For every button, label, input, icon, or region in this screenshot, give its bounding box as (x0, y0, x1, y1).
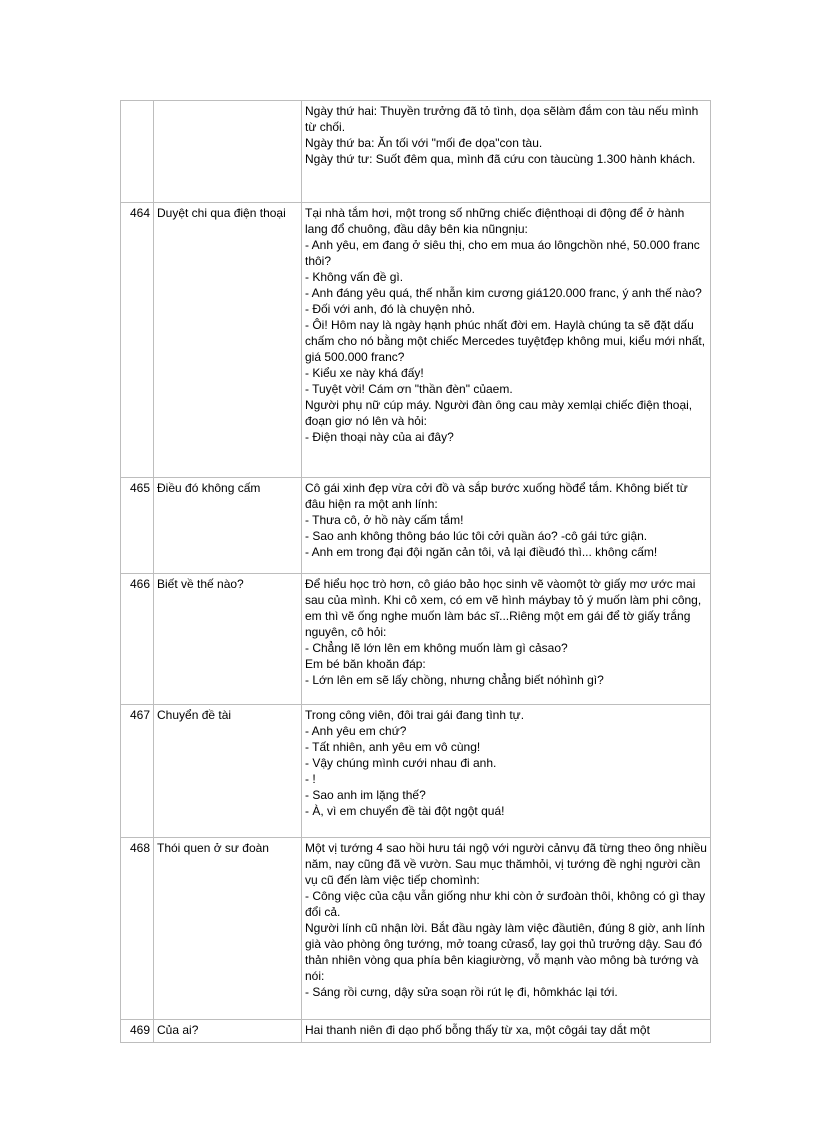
jokes-table (120, 100, 711, 1043)
joke-line: - Anh yêu, em đang ở siêu thị, cho em mua áo lôngchồn nhé, 50.000 franc thôi? (305, 238, 700, 268)
joke-title: Thói quen ở sư đoàn (154, 838, 302, 1020)
joke-line: - Sao anh không thông báo lúc tôi cởi quần áo? -cô gái tức giận. (305, 529, 648, 543)
joke-line: Cô gái xinh đẹp vừa cởi đồ và sắp bước xuống hồđể tắm. Không biết từ đâu hiện ra một anh lính: (305, 481, 688, 511)
joke-body (302, 574, 711, 705)
joke-number: 468 (121, 838, 154, 1020)
joke-title: Của ai? (154, 1020, 302, 1043)
table-row (121, 1020, 711, 1043)
joke-title: Duyệt chi qua điện thoại (154, 203, 302, 478)
joke-line: - Lớn lên em sẽ lấy chồng, nhưng chẳng biết nóhình gì? (305, 673, 604, 687)
joke-number: 466 (121, 574, 154, 705)
jokes-table-body (121, 101, 711, 1043)
table-row (121, 838, 711, 1020)
joke-line: - Tuyệt vời! Cám ơn "thần đèn" củaem. (305, 382, 513, 396)
joke-line: Ngày thứ ba: Ăn tối với "mối đe dọa"con tàu. (305, 136, 543, 150)
joke-line: Tại nhà tắm hơi, một trong số những chiếc điệnthoại di động để ở hành lang đổ chuông, đầu dây bên kia nũngnịu: (305, 206, 685, 236)
joke-line: Người phụ nữ cúp máy. Người đàn ông cau mày xemlại chiếc điện thoại, đoạn giơ nó lên và hỏi: (305, 398, 693, 428)
joke-title: Biết về thế nào? (154, 574, 302, 705)
joke-line: Hai thanh niên đi dạo phố bỗng thấy từ xa, một côgái tay dắt một (305, 1023, 650, 1037)
table-row (121, 203, 711, 478)
joke-line: - Sáng rồi cưng, dậy sửa soạn rồi rút lẹ đi, hômkhác lại tới. (305, 985, 618, 999)
joke-line: - ! (305, 772, 316, 786)
joke-body (302, 101, 711, 203)
joke-line: - Anh đáng yêu quá, thế nhẫn kim cương giá120.000 franc, ý anh thế nào? (305, 286, 702, 300)
joke-body (302, 203, 711, 478)
joke-line: Trong công viên, đôi trai gái đang tình tự. (305, 708, 525, 722)
joke-body (302, 838, 711, 1020)
joke-line: - Công việc của cậu vẫn giống như khi còn ở sưđoàn thôi, không có gì thay đổi cả. (305, 889, 706, 919)
joke-line: - Thưa cô, ở hồ này cấm tắm! (305, 513, 464, 527)
joke-line: Ngày thứ hai: Thuyền trưởng đã tỏ tình, dọa sẽlàm đắm con tàu nếu mình từ chối. (305, 104, 699, 134)
joke-line: - Chẳng lẽ lớn lên em không muốn làm gì cảsao? (305, 641, 568, 655)
joke-body (302, 478, 711, 574)
joke-line: - Vậy chúng mình cưới nhau đi anh. (305, 756, 497, 770)
joke-body (302, 705, 711, 838)
joke-body (302, 1020, 711, 1043)
joke-title: Chuyển đề tài (154, 705, 302, 838)
joke-line: - Tất nhiên, anh yêu em vô cùng! (305, 740, 481, 754)
joke-number: 465 (121, 478, 154, 574)
joke-line: - Điện thoại này của ai đây? (305, 430, 454, 444)
joke-line: - À, vì em chuyển đề tài đột ngột quá! (305, 804, 505, 818)
joke-title: Điều đó không cấm (154, 478, 302, 574)
joke-number: 464 (121, 203, 154, 478)
table-row (121, 478, 711, 574)
joke-line: - Anh em trong đại đội ngăn cản tôi, vả lại điềuđó thì... không cấm! (305, 545, 658, 559)
joke-number: 467 (121, 705, 154, 838)
joke-title (154, 101, 302, 203)
table-row (121, 574, 711, 705)
joke-line: - Không vấn đề gì. (305, 270, 404, 284)
joke-line: Người lính cũ nhận lời. Bắt đầu ngày làm việc đầutiên, đúng 8 giờ, anh lính già vào phòng ông tướng, mở toang cửasổ, lay gọi thủ trưởng dậy. Sau đó thản nhiên vòng qua phía bên kiagiường, vỗ mạnh vào mông bà tướng và nói: (305, 921, 705, 983)
joke-line: - Kiểu xe này khá đấy! (305, 366, 424, 380)
joke-line: Ngày thứ tư: Suốt đêm qua, mình đã cứu con tàucùng 1.300 hành khách. (305, 152, 696, 166)
table-row (121, 705, 711, 838)
joke-number (121, 101, 154, 203)
joke-line: Để hiểu học trò hơn, cô giáo bảo học sinh vẽ vàomột tờ giấy mơ ước mai sau của mình. Khi cô xem, có em vẽ hình máybay tỏ ý muốn làm phi công, em thì vẽ ống nghe muốn làm bác sĩ...Riêng một em gái để tờ giấy trắng nguyên, cô hỏi: (305, 577, 702, 639)
joke-line: - Ôi! Hôm nay là ngày hạnh phúc nhất đời em. Haylà chúng ta sẽ đặt dấu chấm cho nó bằng một chiếc Mercedes tuyệtđẹp không mui, kiểu mới nhất, giá 500.000 franc? (305, 318, 706, 364)
joke-number: 469 (121, 1020, 154, 1043)
joke-line: Một vị tướng 4 sao hồi hưu tái ngộ với người cảnvụ đã từng theo ông nhiều năm, nay cũng đã về vườn. Sau mục thămhỏi, vị tướng đề nghị người cần vụ cũ đến làm việc tiếp chomình: (305, 841, 707, 887)
joke-line: - Đối với anh, đó là chuyện nhỏ. (305, 302, 475, 316)
joke-line: - Anh yêu em chứ? (305, 724, 407, 738)
joke-line: Em bé băn khoăn đáp: (305, 657, 426, 671)
joke-line: - Sao anh im lặng thế? (305, 788, 426, 802)
table-row (121, 101, 711, 203)
